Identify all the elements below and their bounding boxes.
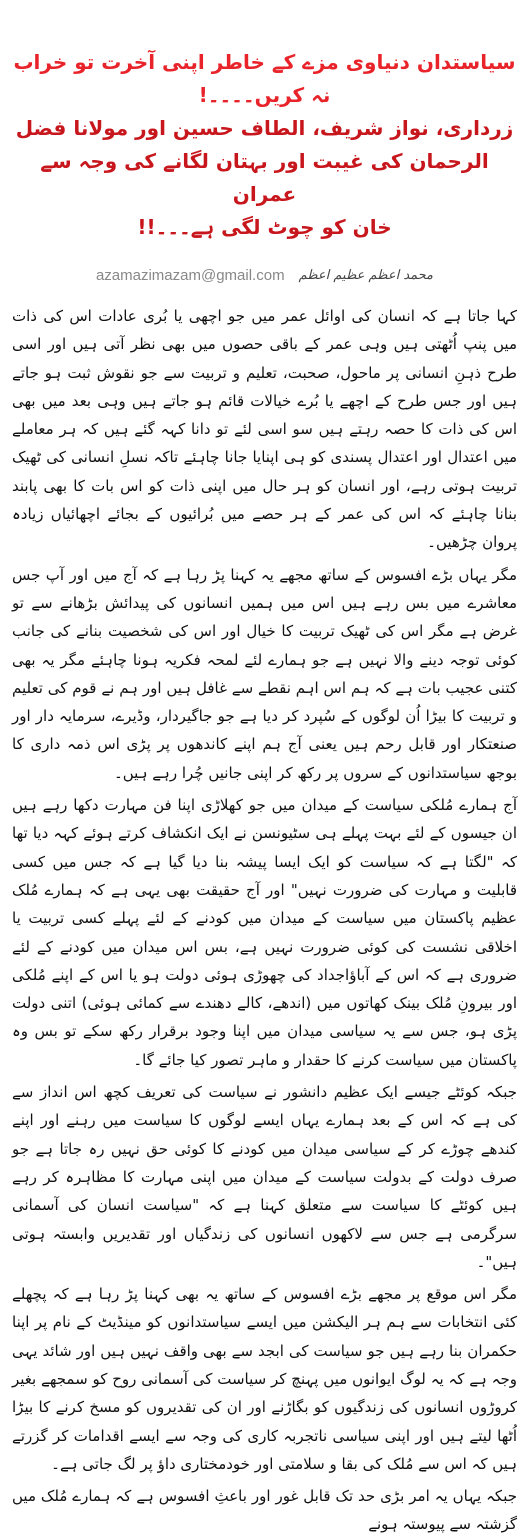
byline <box>10 262 519 288</box>
paragraph-6: جبکہ یہاں یہ امر بڑی حد تک قابل غور اور باعثِ افسوس ہے کہ ہمارے مُلک میں گزشتہ سے پیوستہ ہونے <box>12 1487 517 1534</box>
headline-line-1: سیاستدان دنیاوی مزے کے خاطر اپنی آخرت تو خراب نہ کریں۔۔۔۔! <box>13 50 516 107</box>
paragraph-1: کہا جاتا ہے کہ انسان کی اوائل عمر میں جو اچھی یا بُری عادات اس کی ذات میں پنپ اُٹھتی ہیں وہی عمر کے باقی حصوں میں بھی نظر آتی ہیں اور اسی طرح ذہنِ انسانی پر ماحول، صحبت، تعلیم و تربیت سے جو نقوش ثبت ہو جاتے ہیں اور جس طرح کے اچھے یا بُرے خیالات قائم ہو جاتے ہیں وہی بعد میں بھی اس کی ذات کا حصہ رہتے ہیں سو اسی لئے تو دانا کہہ گئے ہیں کہ ہر معاملے میں اعتدال اور اعتدال پسندی کو ہی اپنایا جانا چاہئے تاکہ نسلِ انسانی کی ٹھیک تربیت ہوتی رہے، اور انسان کو ہر حال میں اپنی ذات کو اس بات کا بھی پابند بنانا چاہئے کہ اس کی عمر کے ہر حصے میں بُرائیوں کے بجائے اچھائیاں زیادہ پروان چڑھیں۔ <box>12 307 517 552</box>
paragraph-3: آج ہمارے مُلکی سیاست کے میدان میں جو کھلاڑی اپنا فن مہارت دکھا رہے ہیں ان جیسوں کے لئے بہت پہلے ہی سٹیونسن نے ایک انکشاف کرتے ہوئے کہہ دیا تھا کہ "لگتا ہے کہ سیاست کو ایک ایسا پیشہ بنا دیا گیا ہے کہ جس میں کسی قابلیت و مہارت کی ضرورت نہیں" اور آج حقیقت بھی یہی ہے کہ ہمارے مُلک عظیم پاکستان میں سیاست کے میدان میں کودنے کے لئے پہلے کسی تربیت یا اخلاقی نشست کی کوئی ضرورت نہیں ہے، بس اس میدان میں کودنے کے لئے ضروری ہے کہ اس کے آباؤاجداد کی چھوڑی ہوئی دولت ہو یا اس کے اپنے مُلکی اور بیرونِ مُلک بینک کھاتوں میں (اندھے، کالے دھندے سے کمائی ہوئی) اتنی دولت پڑی ہو، جس سے یہ سیاسی میدان میں اپنا وجود برقرار رکھ سکے تو بس وہ پاکستان میں سیاست کرنے کا حقدار و ماہر تصور کیا جائے گا۔ <box>12 796 517 1069</box>
paragraph-4: جبکہ کوئٹے جیسے ایک عظیم دانشور نے سیاست کی تعریف کچھ اس انداز سے کی ہے کہ اس کے بعد ہمارے یہاں ایسے لوگوں کا سیاست میں رہنے اور اپنے کندھے چوڑے کر کے سیاسی میدان میں کودنے کا کوئی حق نہیں رہ جاتا ہے جو صرف دولت کے بدولت سیاست کے میدان میں اپنی مہارت کا مظاہرہ کر رہے ہیں کوئٹے کا سیاست سے متعلق کہنا ہے کہ "سیاست انسان کی آسمانی سرگرمی ہے جس سے لاکھوں انسانوں کی زندگیاں اور تقدیریں وابستہ ہوتی ہیں"۔ <box>12 1083 517 1271</box>
headline-line-2: زرداری، نواز شریف، الطاف حسین اور مولانا فضل الرحمان کی غیبت اور بہتان لگانے کی وجہ سے عمران <box>15 116 514 206</box>
author-email: azamazimazam@gmail.com <box>95 266 285 284</box>
paragraph-2: مگر یہاں بڑے افسوس کے ساتھ مجھے یہ کہنا پڑ رہا ہے کہ آج میں اور آپ جس معاشرے میں بس رہے ہیں اس میں ہمیں انسانوں کی پیدائش بڑھانے سے تو غرض ہے مگر اس کی ٹھیک تربیت کا خیال اور اس کی شخصیت بنانے کی جانب کوئی توجہ دینے والا نہیں ہے جو ہمارے لئے لمحہ فکریہ ہونا چاہئے مگر یہ بھی کتنی عجیب بات ہے کہ ہم اس اہم نقطے سے غافل ہیں اور ہم نے قوم کی تعلیم و تربیت کا بیڑا اُن لوگوں کے سُپرد کر دیا ہے جو جاگیردار، وڈیرے، سرمایہ دار اور صنعتکار اور قابل رحم ہیں یعنی آج ہم اپنے کاندھوں پر پڑی اس ذمہ داری کا بوجھ سیاستدانوں کے سروں پر رکھ کر اپنی جانیں چُرا رہے ہیں۔ <box>12 565 517 782</box>
headline-line-3: خان کو چوٹ لگی ہے۔۔۔!! <box>137 215 392 239</box>
article-body <box>10 302 519 1539</box>
paragraph-5: مگر اس موقع پر مجھے بڑے افسوس کے ساتھ یہ بھی کہنا پڑ رہا ہے کہ پچھلے کئی انتخابات سے ہم ہر الیکشن میں ایسے سیاستدانوں کو مینڈیٹ کے نام پر اپنا حکمران بنا رہے ہیں جو سیاست کی ابجد سے بھی واقف نہیں ہیں اور شائد یہی وجہ ہے کہ یہ لوگ ایوانوں میں پہنچ کر سیاست کی آسمانی روح کو سمجھے بغیر کروڑوں انسانوں کی زندگیوں کو بگاڑنے اور ان کی تقدیروں کو مسخ کرنے کا بیڑا اُٹھا لیتے ہیں اور اپنی سیاسی ناتجربہ کاری کی وجہ سے ایسے اقدامات کر گزرتے ہیں کہ اس سے مُلک کی بقا و سلامتی اور خودمختاری داؤ پر لگ جاتی ہے۔ <box>12 1285 517 1473</box>
author-name: محمد اعظم عظیم اعظم <box>298 267 434 283</box>
